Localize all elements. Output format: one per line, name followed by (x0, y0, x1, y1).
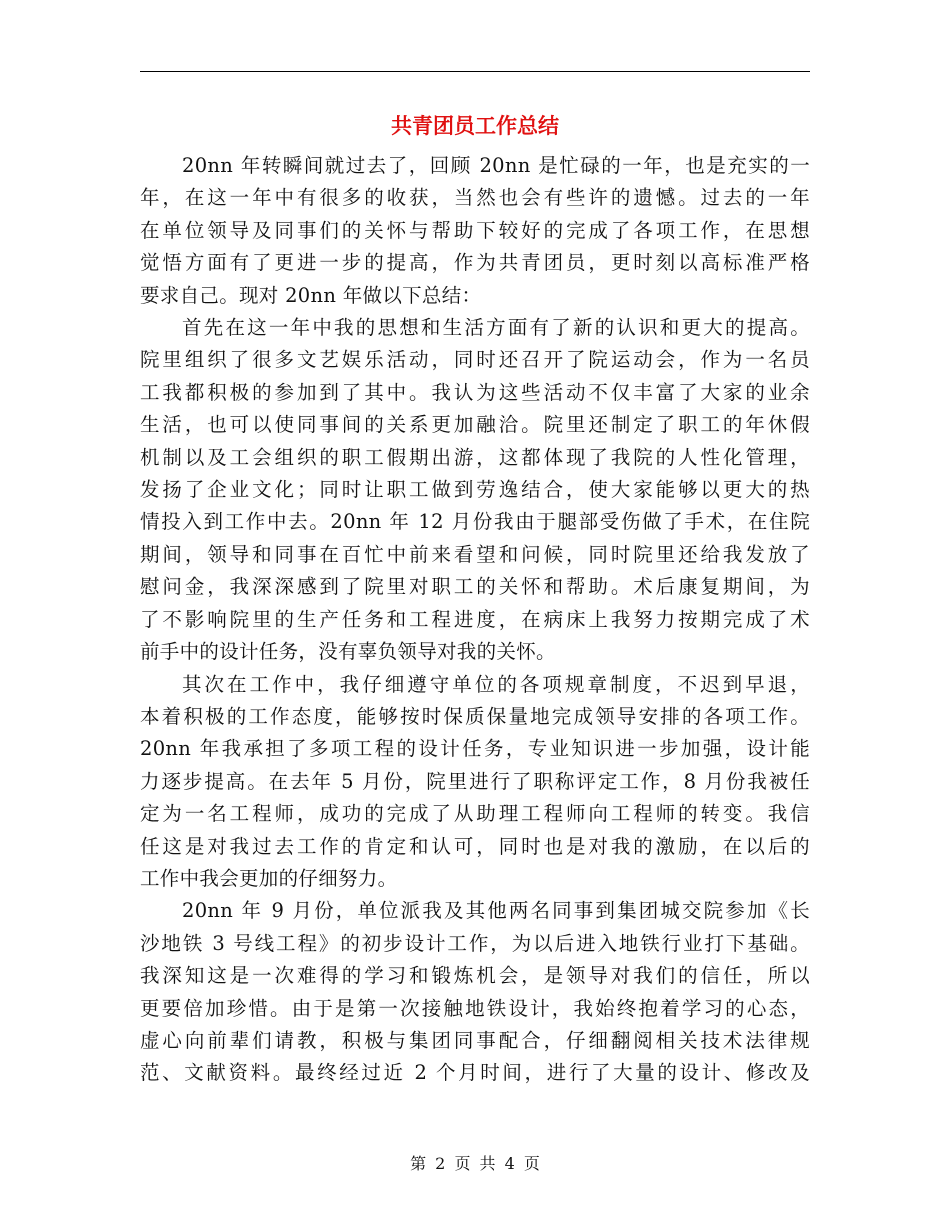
text-line: 本着积极的工作态度，能够按时保质保量地完成领导安排的各项工作。 (140, 704, 810, 728)
text-line: 20nn 年我承担了多项工程的设计任务，专业知识进一步加强，设计能 (140, 737, 810, 761)
text-line: 工作中我会更加的仔细努力。 (140, 866, 398, 890)
text-line: 范、文献资料。最终经过近 2 个月时间，进行了大量的设计、修改及 (140, 1061, 810, 1085)
text-line: 生活，也可以使同事间的关系更加融洽。院里还制定了职工的年休假 (140, 413, 810, 437)
text-line: 首先在这一年中我的思想和生活方面有了新的认识和更大的提高。 (182, 316, 810, 340)
text-line: 任这是对我过去工作的肯定和认可，同时也是对我的激励，在以后的 (140, 834, 810, 858)
text-line: 发扬了企业文化；同时让职工做到劳逸结合，使大家能够以更大的热 (140, 478, 810, 502)
text-line: 在单位领导及同事们的关怀与帮助下较好的完成了各项工作，在思想 (140, 218, 810, 242)
paragraph-2 (140, 312, 810, 668)
paragraph-1 (140, 150, 810, 312)
text-line: 20nn 年转瞬间就过去了，回顾 20nn 是忙碌的一年，也是充实的一 (182, 154, 810, 177)
text-line: 20nn 年 9 月份，单位派我及其他两名同事到集团城交院参加《长 (182, 899, 810, 923)
text-line: 沙地铁 3 号线工程》的初步设计工作，为以后进入地铁行业打下基础。 (140, 931, 810, 955)
text-line: 要求自己。现对 20nn 年做以下总结： (140, 283, 482, 307)
text-line: 慰问金，我深深感到了院里对职工的关怀和帮助。术后康复期间，为 (140, 575, 810, 599)
text-line: 我深知这是一次难得的学习和锻炼机会，是领导对我们的信任，所以 (140, 964, 810, 988)
text-line: 了不影响院里的生产任务和工程进度，在病床上我努力按期完成了术 (140, 607, 810, 631)
text-line: 年，在这一年中有很多的收获，当然也会有些许的遗憾。过去的一年 (140, 186, 810, 210)
paragraph-3 (140, 669, 810, 896)
text-line: 院里组织了很多文艺娱乐活动，同时还召开了院运动会，作为一名员 (140, 348, 810, 372)
document-body (140, 150, 810, 1090)
document-title: 共青团员工作总结 (391, 114, 559, 138)
text-line: 期间，领导和同事在百忙中前来看望和问候，同时院里还给我发放了 (140, 542, 810, 566)
text-line: 定为一名工程师，成功的完成了从助理工程师向工程师的转变。我信 (140, 802, 810, 826)
text-line: 机制以及工会组织的职工假期出游，这都体现了我院的人性化管理， (140, 445, 810, 469)
text-line: 更要倍加珍惜。由于是第一次接触地铁设计，我始终抱着学习的心态， (140, 996, 810, 1020)
text-line: 情投入到工作中去。20nn 年 12 月份我由于腿部受伤做了手术，在住院 (140, 510, 810, 534)
text-line: 觉悟方面有了更进一步的提高，作为共青团员，更时刻以高标准严格 (140, 251, 810, 275)
text-line: 虚心向前辈们请教，积极与集团同事配合，仔细翻阅相关技术法律规 (140, 1028, 810, 1052)
paragraph-4 (140, 895, 810, 1089)
text-line: 工我都积极的参加到了其中。我认为这些活动不仅丰富了大家的业余 (140, 380, 810, 404)
header-rule (140, 71, 810, 72)
page-number-footer: 第 2 页 共 4 页 (410, 1154, 540, 1173)
text-line: 其次在工作中，我仔细遵守单位的各项规章制度，不迟到早退， (182, 672, 810, 696)
text-line: 前手中的设计任务，没有辜负领导对我的关怀。 (140, 640, 556, 664)
text-line: 力逐步提高。在去年 5 月份，院里进行了职称评定工作，8 月份我被任 (140, 769, 810, 793)
